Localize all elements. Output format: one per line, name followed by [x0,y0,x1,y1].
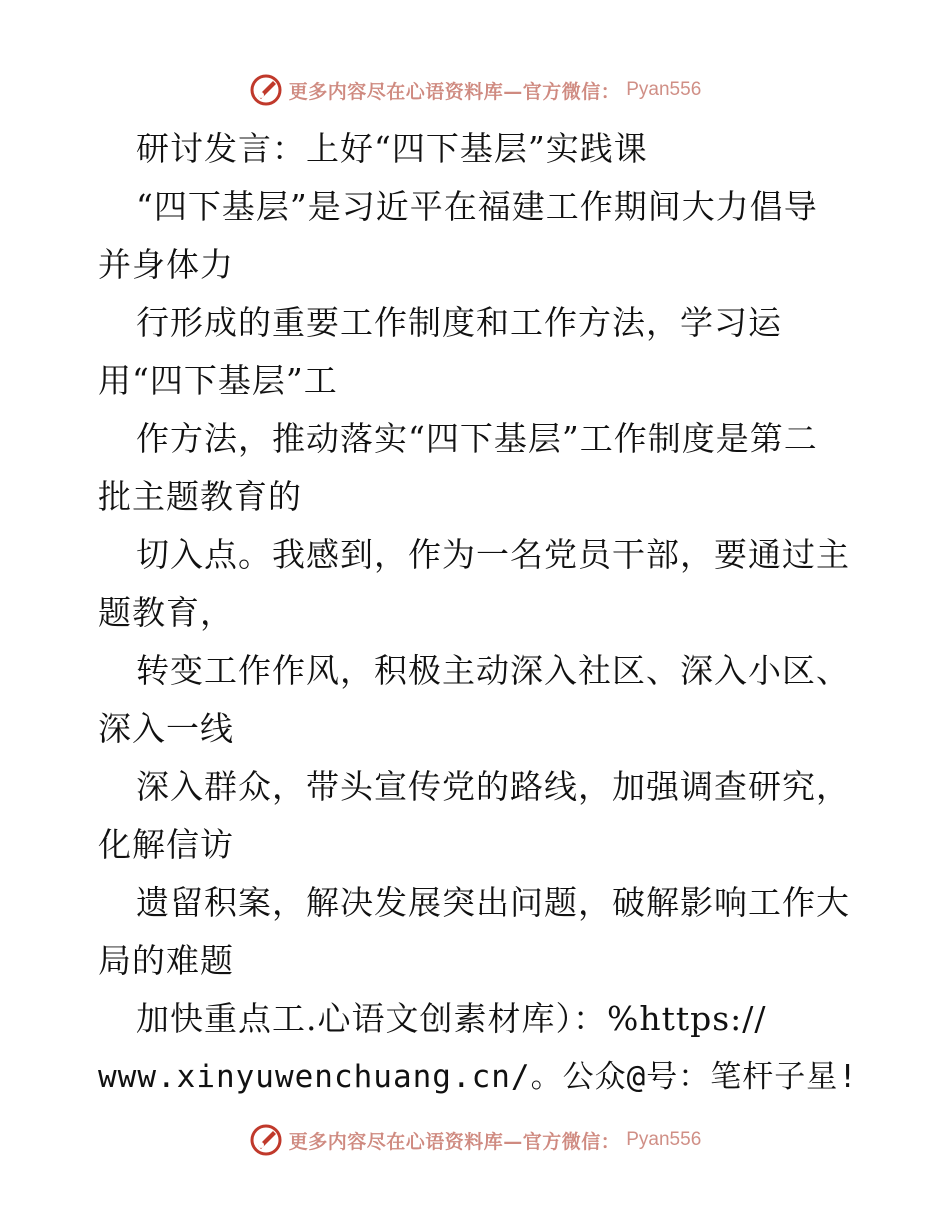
watermark-text: 更多内容尽在心语资料库—官方微信： [288,1130,621,1153]
paragraph-line: 局的难题 [98,941,234,980]
logo-icon [249,1123,283,1157]
paragraph-line: 化解信访 [98,825,234,864]
logo-icon [249,73,283,107]
watermark-wechat-id: Pyan556 [626,1129,702,1150]
paragraph-line: 行形成的重要工作制度和工作方法，学习运 [136,303,782,342]
paragraph-line: “四下基层”是习近平在福建工作期间大力倡导 [136,187,818,226]
paragraph-line: 切入点。我感到，作为一名党员干部，要通过主 [136,535,850,574]
paragraph-line: 作方法，推动落实“四下基层”工作制度是第二 [136,419,818,458]
document-title: 研讨发言：上好“四下基层”实践课 [136,129,648,168]
document-body [98,120,858,1106]
watermark-text: 更多内容尽在心语资料库—官方微信： [288,80,621,103]
footer-watermark [0,1122,950,1158]
paragraph-line: 遗留积案，解决发展突出问题，破解影响工作大 [136,883,850,922]
paragraph-line: www.xinyuwenchuang.cn/。公众@号：笔杆子星! [98,1059,858,1095]
paragraph-line: 深入群众，带头宣传党的路线，加强调查研究， [136,767,850,806]
header-watermark [0,72,950,108]
paragraph-line: 用“四下基层”工 [98,361,338,400]
paragraph-line: 深入一线 [98,709,234,748]
watermark-wechat-id: Pyan556 [626,79,702,100]
paragraph-line: 并身体力 [98,245,234,284]
paragraph-line: 转变工作作风，积极主动深入社区、深入小区、 [136,651,850,690]
paragraph-line: 加快重点工.心语文创素材库）：%https:// [136,999,767,1038]
paragraph-line: 题教育， [98,593,234,632]
paragraph-line: 批主题教育的 [98,477,302,516]
